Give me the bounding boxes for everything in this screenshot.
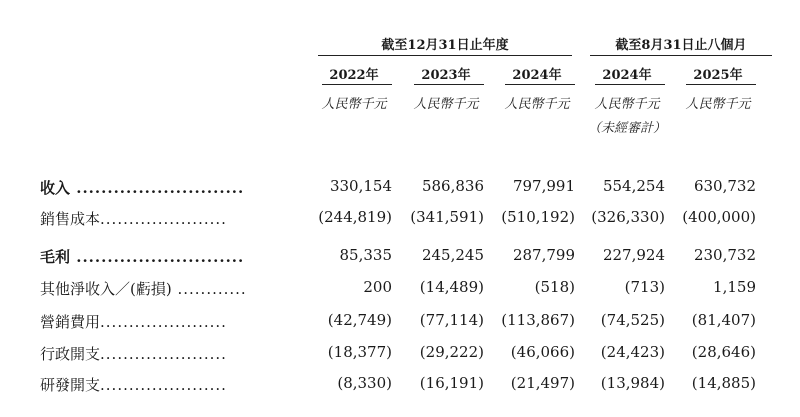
table-cell: 200 — [363, 278, 392, 296]
table-cell: (81,407) — [691, 311, 756, 329]
column-year: 2024年 — [512, 68, 562, 83]
header-group-eight-months: 截至8月31日止八個月 — [615, 38, 747, 53]
row-label — [40, 177, 244, 198]
dot-leader: ...................... — [100, 345, 227, 363]
row-label-text: 收入 — [40, 179, 71, 197]
header-rule-eight-months — [590, 55, 772, 56]
table-cell: (113,867) — [501, 311, 575, 329]
table-cell: (713) — [624, 278, 665, 296]
column-unit: 人民幣千元 — [321, 97, 387, 112]
column-year: 2024年 — [602, 68, 652, 83]
table-cell: 1,159 — [713, 278, 756, 296]
column-unit: 人民幣千元 — [685, 97, 751, 112]
dot-leader: ...................... — [100, 210, 227, 228]
row-label-text: 毛利 — [40, 248, 71, 266]
row-label — [40, 343, 227, 364]
table-cell: (28,646) — [691, 343, 756, 361]
table-cell: 554,254 — [602, 177, 665, 195]
column-note-unaudited: （未經審計） — [587, 121, 666, 136]
dot-leader: ........................... — [70, 248, 245, 266]
column-unit: 人民幣千元 — [504, 97, 570, 112]
table-cell: 230,732 — [693, 246, 756, 264]
column-rule — [505, 84, 575, 85]
table-cell: (518) — [534, 278, 575, 296]
row-label-text: 研發開支 — [40, 376, 101, 394]
table-cell: (14,489) — [419, 278, 484, 296]
row-label — [40, 311, 227, 332]
row-label-text: 銷售成本 — [40, 210, 101, 228]
header-group-annual: 截至12月31日止年度 — [381, 38, 509, 53]
table-cell: (24,423) — [600, 343, 665, 361]
table-cell: 797,991 — [512, 177, 575, 195]
dot-leader: ...................... — [100, 376, 227, 394]
row-label-text: 營銷費用 — [40, 313, 101, 331]
table-cell: (400,000) — [682, 208, 756, 226]
table-cell: 227,924 — [602, 246, 665, 264]
table-cell: (341,591) — [410, 208, 484, 226]
table-cell: 245,245 — [421, 246, 484, 264]
table-cell: (46,066) — [510, 343, 575, 361]
column-rule — [322, 84, 392, 85]
table-cell: (29,222) — [419, 343, 484, 361]
column-year: 2025年 — [693, 68, 743, 83]
table-cell: (8,330) — [337, 374, 392, 392]
dot-leader: ........................... — [70, 179, 245, 197]
row-label — [40, 208, 227, 229]
column-unit: 人民幣千元 — [413, 97, 479, 112]
row-label-text: 行政開支 — [40, 345, 101, 363]
table-cell: (13,984) — [600, 374, 665, 392]
header-rule-annual — [318, 55, 572, 56]
column-rule — [414, 84, 484, 85]
column-unit: 人民幣千元 — [594, 97, 660, 112]
row-label — [40, 246, 244, 267]
table-cell: (14,885) — [691, 374, 756, 392]
row-label — [40, 374, 227, 395]
column-rule — [595, 84, 665, 85]
row-label-text: 其他淨收入／(虧損) — [40, 280, 172, 298]
row-label — [40, 278, 247, 299]
table-cell: (21,497) — [510, 374, 575, 392]
table-cell: 330,154 — [329, 177, 392, 195]
table-cell: (77,114) — [419, 311, 484, 329]
table-cell: 586,836 — [421, 177, 484, 195]
column-year: 2023年 — [421, 68, 471, 83]
table-cell: (244,819) — [318, 208, 392, 226]
table-cell: 630,732 — [693, 177, 756, 195]
dot-leader: ...................... — [100, 313, 227, 331]
table-cell: (74,525) — [600, 311, 665, 329]
table-cell: (16,191) — [419, 374, 484, 392]
table-cell: 287,799 — [512, 246, 575, 264]
table-cell: (326,330) — [591, 208, 665, 226]
table-cell: 85,335 — [339, 246, 392, 264]
dot-leader: ............ — [171, 280, 247, 298]
column-rule — [686, 84, 756, 85]
table-cell: (42,749) — [327, 311, 392, 329]
column-year: 2022年 — [329, 68, 379, 83]
table-cell: (510,192) — [501, 208, 575, 226]
table-cell: (18,377) — [327, 343, 392, 361]
